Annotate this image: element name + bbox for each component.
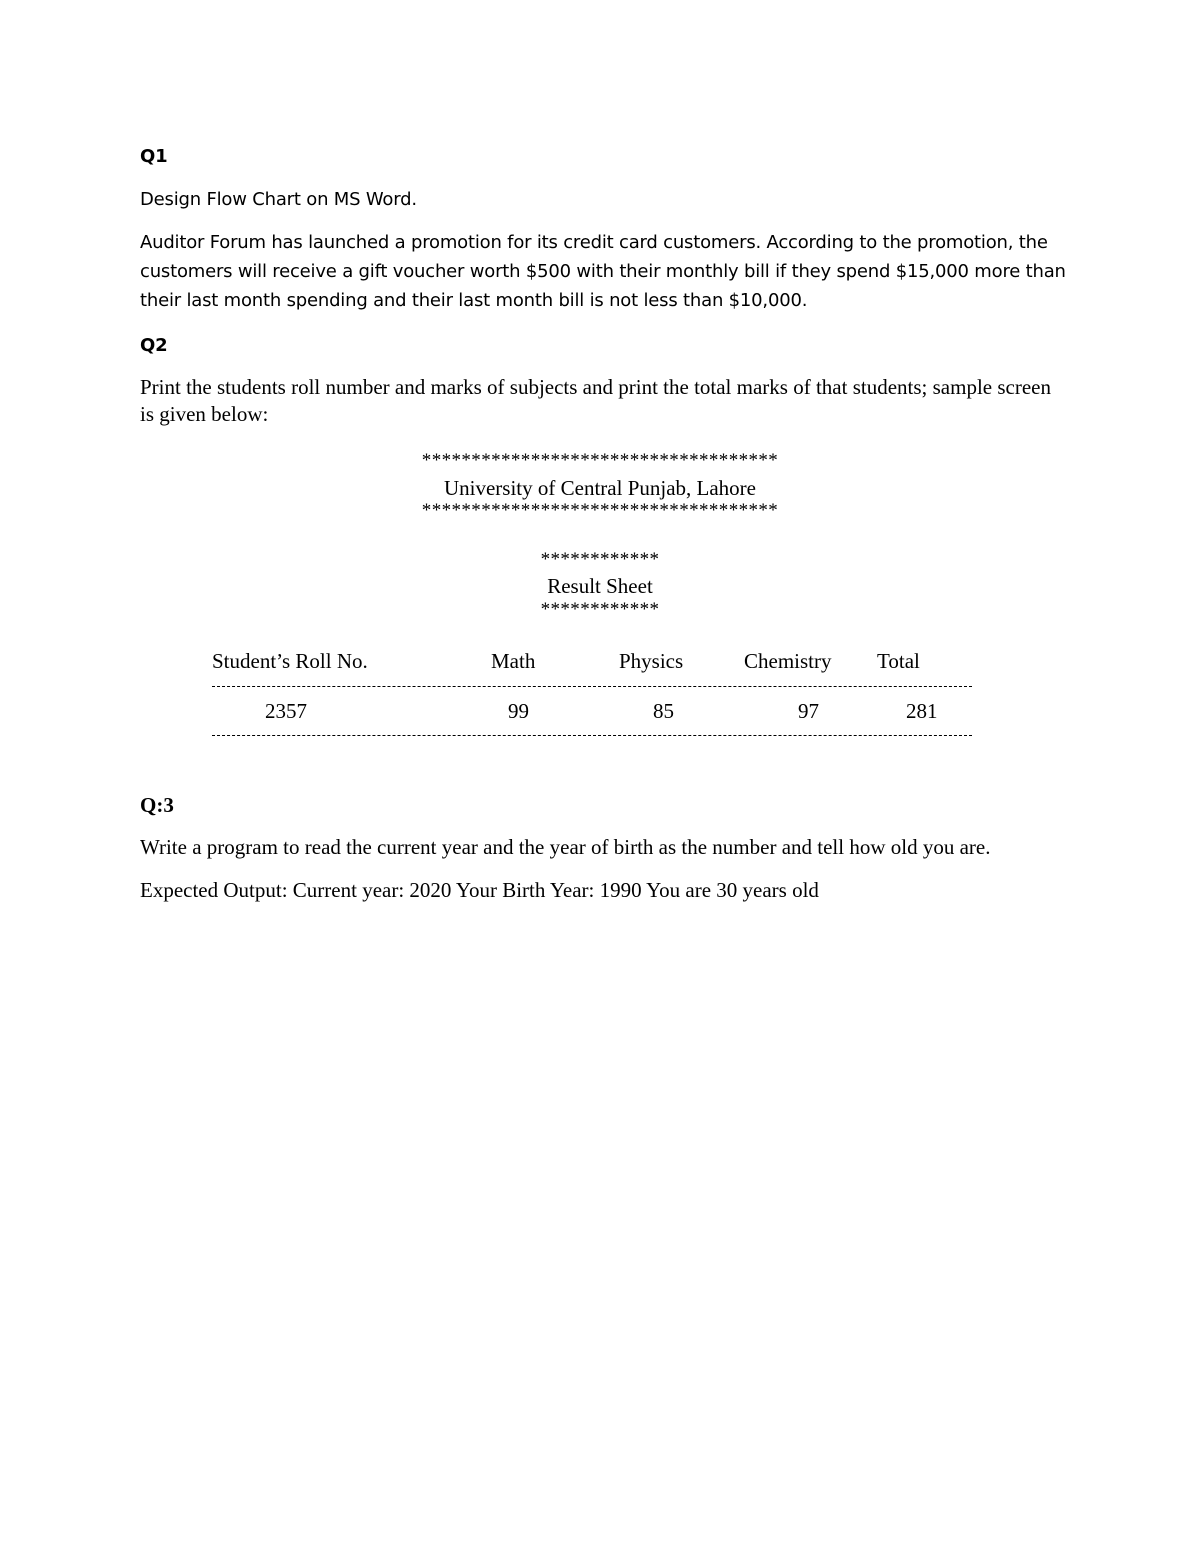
q1-body-line-2: customers will receive a gift voucher worth $500 with their monthly bill if they spend $15,000 more than <box>140 261 1066 282</box>
q1-body-line-1: Auditor Forum has launched a promotion for its credit card customers. According to the promotion, the <box>140 232 1048 253</box>
table-header-chemistry: Chemistry <box>744 649 832 673</box>
banner-title: University of Central Punjab, Lahore <box>443 476 756 500</box>
table-cell-physics: 85 <box>653 699 674 723</box>
table-divider-top <box>212 686 972 687</box>
banner-stars-bottom: ************************************ <box>421 500 779 521</box>
table-cell-roll: 2357 <box>265 699 307 723</box>
q2-heading: Q2 <box>140 335 168 356</box>
table-divider-bottom <box>212 735 972 736</box>
q3-prompt: Write a program to read the current year and the year of birth as the number and tell how old you are. <box>140 835 991 859</box>
q3-heading: Q:3 <box>140 793 174 817</box>
q2-prompt-line-1: Print the students roll number and marks of subjects and print the total marks of that students; sample screen <box>140 375 1051 399</box>
q1-instruction: Design Flow Chart on MS Word. <box>140 189 417 210</box>
q1-heading: Q1 <box>140 146 168 167</box>
sheet-stars-top: ************ <box>540 549 660 570</box>
sheet-stars-bottom: ************ <box>540 599 660 620</box>
table-header-math: Math <box>491 649 536 673</box>
sheet-title: Result Sheet <box>547 574 653 598</box>
table-header-roll: Student’s Roll No. <box>212 649 368 673</box>
table-header-physics: Physics <box>619 649 684 673</box>
table-cell-chemistry: 97 <box>798 699 819 723</box>
table-header-total: Total <box>877 649 920 673</box>
table-cell-total: 281 <box>906 699 938 723</box>
q3-expected-output: Expected Output: Current year: 2020 Your Birth Year: 1990 You are 30 years old <box>140 878 819 902</box>
q2-prompt-line-2: is given below: <box>140 402 269 426</box>
q1-body-line-3: their last month spending and their last month bill is not less than $10,000. <box>140 290 808 311</box>
banner-stars-top: ************************************ <box>421 450 779 471</box>
table-cell-math: 99 <box>508 699 529 723</box>
